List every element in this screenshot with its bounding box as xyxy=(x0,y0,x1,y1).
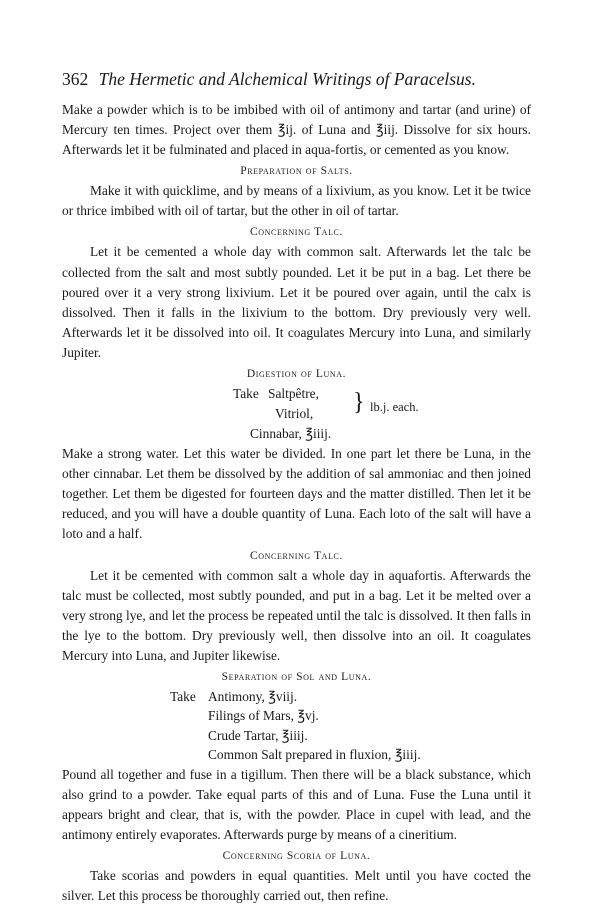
recipe-item: Filings of Mars, ℥vj. xyxy=(208,708,319,724)
recipe-list xyxy=(233,384,531,444)
brace-mark: } xyxy=(353,388,365,416)
recipe-item: Common Salt prepared in fluxion, ℥iiij. xyxy=(208,747,421,763)
recipe-quantity: lb.j. each. xyxy=(370,400,419,415)
section-heading: Separation of Sol and Luna. xyxy=(221,670,372,683)
recipe-item: Antimony, ℥viij. xyxy=(208,688,298,704)
body-paragraph: Take scorias and powders in equal quantities. Melt until you have cocted the silver. Let this process be thoroughly carried out, then refine. xyxy=(62,868,531,904)
recipe-item: Vitriol, xyxy=(275,406,314,422)
body-paragraph: Let it be cemented with common salt a whole day in aquafortis. Afterwards the talc must be collected, most subtly pounded, and put in a bag. Let it be melted over a very strong lye, and let the process be repeated until the talc is dissolved. It then falls in the lye to the bottom. Dry previously well, then dissolve into an oil. It coagulates Mercury into Luna, and Jupiter likewise. xyxy=(62,567,531,663)
recipe-list xyxy=(170,687,531,765)
running-title: The Hermetic and Alchemical Writings of Paracelsus. xyxy=(98,69,476,89)
recipe-item: Saltpêtre, xyxy=(268,386,319,402)
body-paragraph: Make it with quicklime, and by means of a lixivium, as you know. Let it be twice or thrice imbibed with oil of tartar, but the other in oil of tartar. xyxy=(62,183,531,219)
recipe-row xyxy=(170,687,531,707)
section-heading: Concerning Scoria of Luna. xyxy=(222,850,371,863)
intro-paragraph: Make a powder which is to be imbibed with oil of antimony and tartar (and urine) of Mercury ten times. Project over them ℥ij. of Luna and ℥iij. Dissolve for six hours. Afterwards let it be fulminated and placed in aqua-fortis, or cemented as you know. xyxy=(62,102,531,158)
section-heading: Concerning Talc. xyxy=(250,226,343,239)
recipe-item: Crude Tartar, ℥iiij. xyxy=(208,727,308,743)
section-heading: Digestion of Luna. xyxy=(246,368,347,381)
section-heading: Concerning Talc. xyxy=(250,549,343,562)
body-paragraph: Make a strong water. Let this water be divided. In one part let there be Luna, in the other cinnabar. Let them be dissolved by the addition of sal ammoniac and then joined together. Let them be digested for fourteen days and the matter distilled. Then let it be reduced, and you will have a double quantity of Luna. Each loto of the salt will have a loto and a half. xyxy=(62,446,531,542)
body-paragraph: Pound all together and fuse in a tigillum. Then there will be a black substance, which also grind to a powder. Take equal parts of this and of Luna. Fuse the Luna until it appears bright and clear, that is, with the powder. Place in cupel with lead, and the antimony entirely evaporates. Afterwards purge by means of a cineritium. xyxy=(62,766,531,843)
recipe-take: Take xyxy=(233,386,259,402)
body-paragraph: Let it be cemented a whole day with common salt. Afterwards let the talc be collected from the salt and most subtly pounded. Let it be put in a bag. Let there be poured over it a very strong lixivium. Let it be poured over again, until the calx is dissolved. Then it falls in the lixivium to the bottom. Dry previously very well. Afterwards let it be dissolved into oil. It coagulates Mercury into Luna, and similarly Jupiter. xyxy=(62,244,531,360)
section-heading: Preparation of Salts. xyxy=(240,165,353,178)
page-number: 362 xyxy=(62,69,89,89)
running-header xyxy=(62,68,531,90)
recipe-item: Cinnabar, ℥iiij. xyxy=(250,426,332,442)
recipe-take: Take xyxy=(170,688,196,704)
